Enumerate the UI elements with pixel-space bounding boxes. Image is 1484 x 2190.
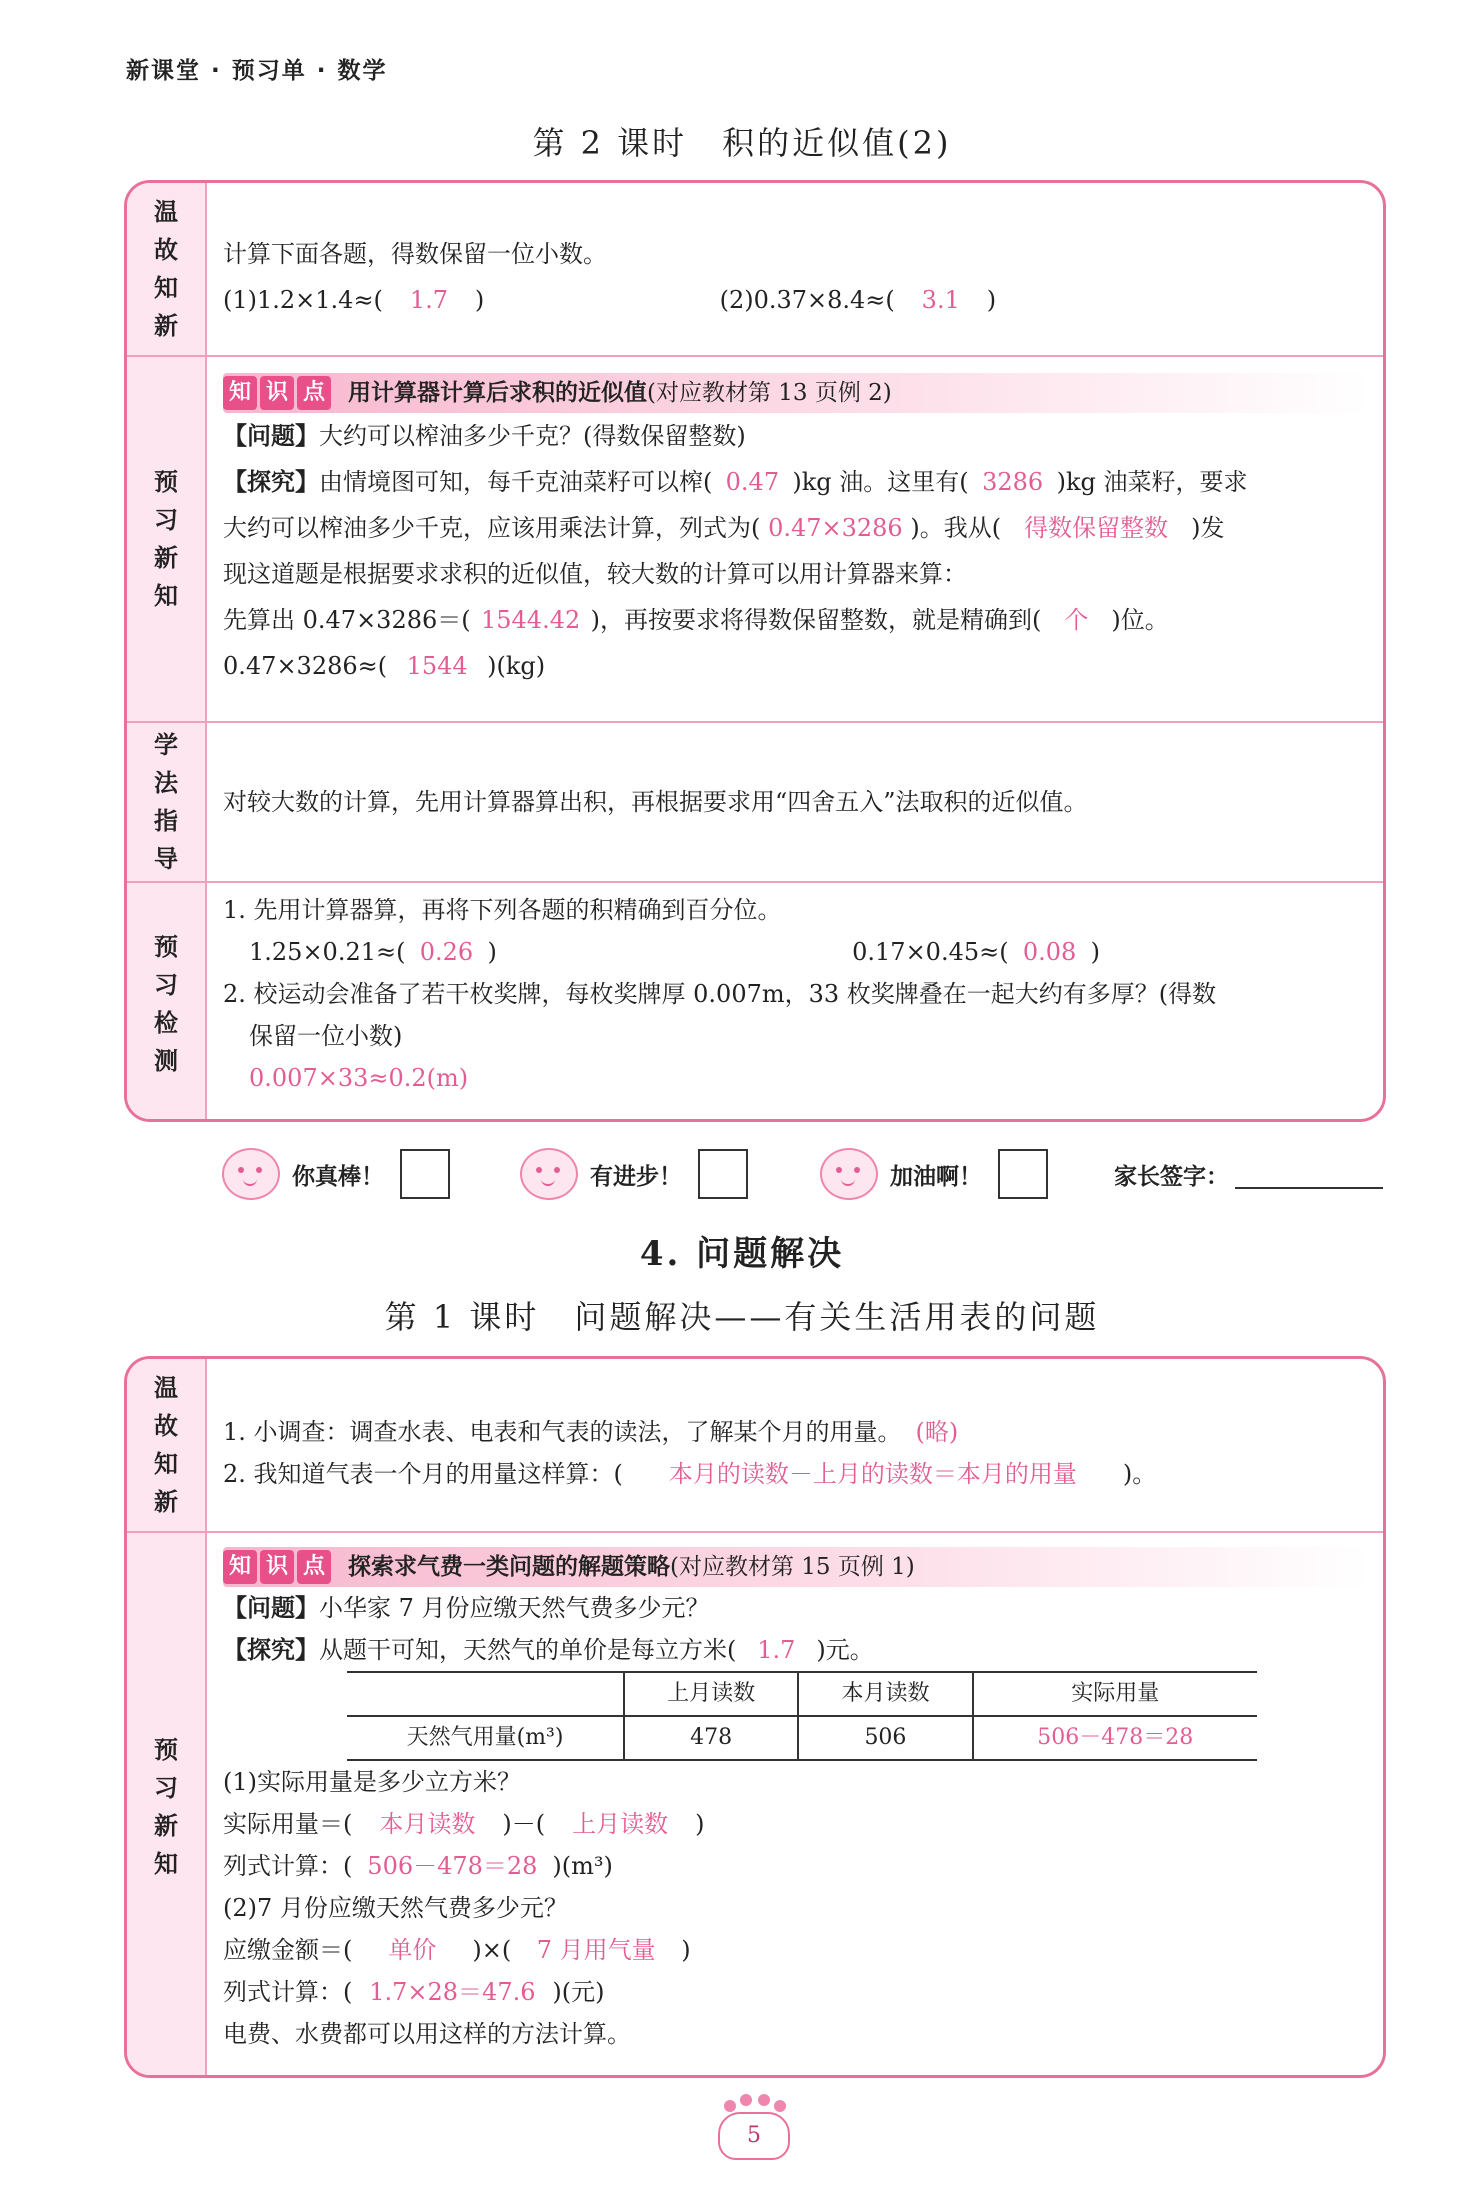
signature-line[interactable] [1235,1159,1383,1189]
row-preview-2 [127,1531,1383,2078]
paw-icon [758,2094,770,2106]
check-q2-answer: 0.007×33≈0.2(m) [249,1064,469,1092]
review-intro: 计算下面各题，得数保留一位小数。 [223,240,607,268]
praise-progress: 有进步！ [520,1142,748,1206]
row-method-1 [127,721,1383,881]
row-check-1 [127,881,1383,1122]
book-header: 新课堂 · 预习单 · 数学 [126,58,388,84]
review2-q1: 1. 小调查：调查水表、电表和气表的读法，了解某个月的用量。 (略) [223,1418,959,1446]
part1-equation: 实际用量＝( 本月读数 )－( 上月读数 ) [223,1810,705,1838]
lesson-title-1: 第 2 课时 积的近似值(2) [532,124,952,162]
label-preview: 预 习 新 知 [127,357,207,721]
check-q1: 1. 先用计算器算，再将下列各题的积精确到百分位。 [223,896,782,924]
explore-line-5: 0.47×3286≈( 1544 )(kg) [223,652,546,680]
row-preview-1 [127,355,1383,721]
knowledge-point-bar: 知 识 点 探索求气费一类问题的解题策略 (对应教材第 15 页例 1) [223,1547,1369,1587]
part2-question: (2)7 月份应缴天然气费多少元？ [223,1894,568,1922]
smiley-face-icon [520,1148,578,1200]
check-q2: 2. 校运动会准备了若干枚奖牌，每枚奖牌厚 0.007m，33 枚奖牌叠在一起大约有多厚？(得数 [223,980,1217,1008]
lesson-box-2 [124,1356,1386,2078]
page-number: 5 [718,2112,790,2160]
paw-icon [774,2100,786,2112]
review-questions: (1)1.2×1.4≈( 1.7 ) (2)0.37×8.4≈( 3.1 ) [223,277,1369,323]
row-review-1 [127,183,1383,355]
lesson-title-2: 第 1 课时 问题解决——有关生活用表的问题 [384,1298,1100,1336]
praise-great: 你真棒！ [222,1142,450,1206]
explore-line-1: 【探究】由情境图可知，每千克油菜籽可以榨( 0.47 )kg 油。这里有( 3286 )kg 油菜籽，要求 [223,468,1248,496]
checkbox-progress[interactable] [698,1149,748,1199]
explore-line: 【探究】从题干可知，天然气的单价是每立方米( 1.7 )元。 [223,1636,874,1664]
row-review-2 [127,1359,1383,1531]
label-preview: 预 习 新 知 [127,1533,207,2078]
smiley-face-icon [222,1148,280,1200]
praise-row [0,1142,1484,1206]
part2-calc: 列式计算：( 1.7×28＝47.6 )(元) [223,1978,605,2006]
explore-line-3: 现这道题是根据要求求积的近似值，较大数的计算可以用计算器来算： [223,560,967,588]
knowledge-point-bar: 知 识 点 用计算器计算后求积的近似值 (对应教材第 13 页例 2) [223,373,1369,413]
question-line: 【问题】大约可以榨油多少千克？(得数保留整数) [223,422,746,450]
answer-q2: 3.1 [921,286,960,314]
table-row: 天然气用量(m³) 478 506 506－478＝28 [347,1716,1257,1760]
review2-q2: 2. 我知道气表一个月的用量这样算：( 本月的读数－上月的读数＝本月的用量 )。 [223,1460,1157,1488]
smiley-face-icon [820,1148,878,1200]
method-text: 对较大数的计算，先用计算器算出积，再根据要求用“四舍五入”法取积的近似值。 [223,788,1088,816]
label-check: 预 习 检 测 [127,883,207,1122]
checkbox-cheer[interactable] [998,1149,1048,1199]
table-header-row: 上月读数 本月读数 实际用量 [347,1672,1257,1716]
label-method: 学 法 指 导 [127,723,207,881]
label-review: 温 故 知 新 [127,1359,207,1531]
explore-line-4: 先算出 0.47×3286＝( 1544.42 )，再按要求将得数保留整数，就是精确到( 个 )位。 [223,606,1169,634]
part1-calc: 列式计算：( 506－478＝28 )(m³) [223,1852,613,1880]
check-q1-items: 1.25×0.21≈( 0.26 ) 0.17×0.45≈( 0.08 ) [249,938,1100,966]
paw-icon [740,2094,752,2106]
check-q2-cont: 保留一位小数) [249,1022,403,1050]
gas-table [347,1671,1257,1761]
parent-signature: 家长签字： [1114,1142,1383,1206]
checkbox-great[interactable] [400,1149,450,1199]
part2-equation: 应缴金额＝( 单价 )×( 7 月用气量 ) [223,1936,691,1964]
paw-icon [724,2100,736,2112]
section-heading: 4. 问题解决 [639,1234,845,1274]
note-line: 电费、水费都可以用这样的方法计算。 [223,2020,631,2048]
explore-line-2: 大约可以榨油多少千克，应该用乘法计算，列式为( 0.47×3286 )。我从( 得数保留整数 )发 [223,514,1225,542]
label-review: 温 故 知 新 [127,183,207,355]
question-line: 【问题】小华家 7 月份应缴天然气费多少元？ [223,1594,710,1622]
answer-q1: 1.7 [409,286,448,314]
praise-cheer: 加油啊！ [820,1142,1048,1206]
lesson-box-1 [124,180,1386,1122]
part1-question: (1)实际用量是多少立方米？ [223,1768,521,1796]
